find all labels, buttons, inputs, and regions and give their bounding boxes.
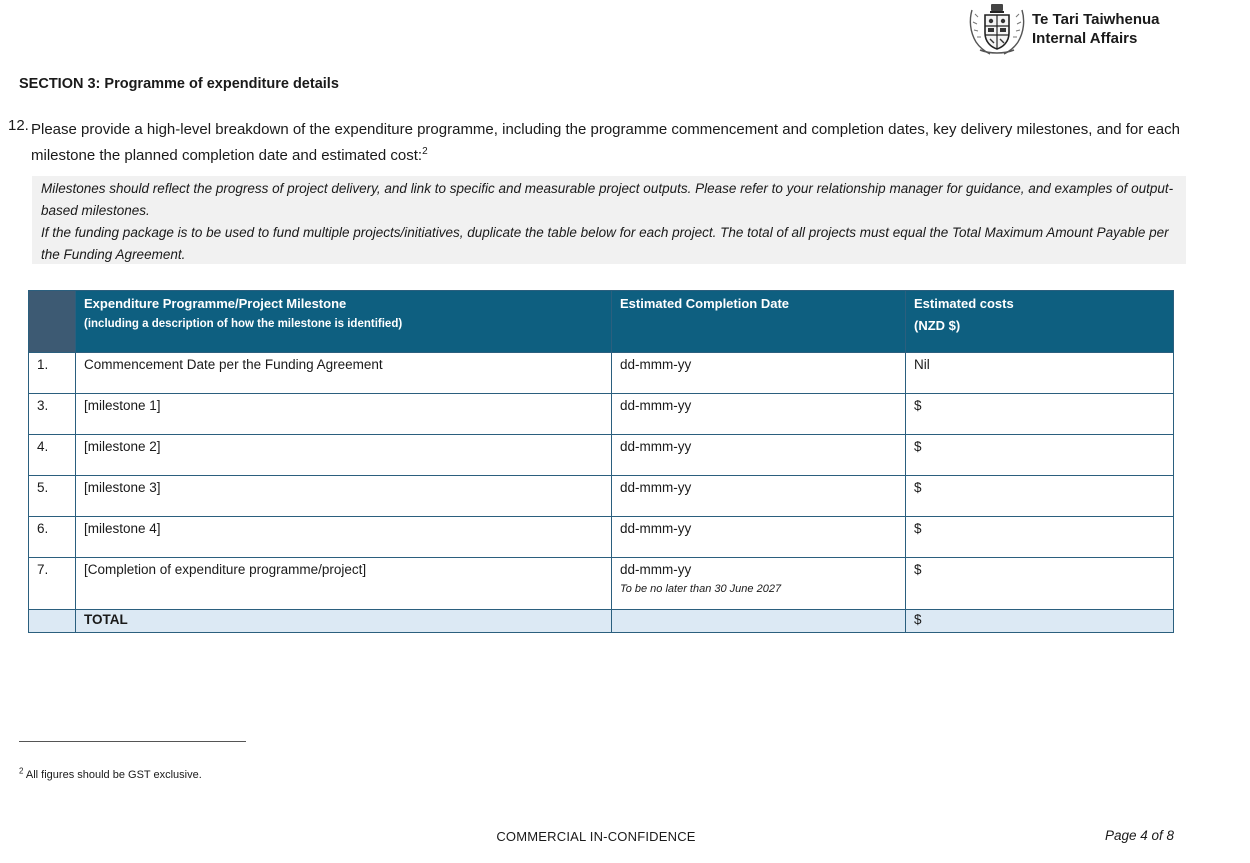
org-name-english: Internal Affairs — [1032, 30, 1138, 47]
footnote-divider — [19, 741, 246, 742]
table-row — [29, 435, 1174, 476]
row-number: 1. — [29, 353, 76, 394]
header-logo — [966, 2, 1176, 58]
page-number: Page 4 of 8 — [1104, 828, 1174, 843]
header-milestone-subtitle: (including a description of how the milestone is identified) — [84, 318, 403, 330]
question-number: 12. — [8, 117, 29, 134]
cost-cell[interactable]: $ — [906, 476, 1174, 517]
date-cell[interactable]: dd-mmm-yy — [612, 435, 906, 476]
header-number-cell — [29, 291, 76, 353]
cost-cell[interactable]: Nil — [906, 353, 1174, 394]
header-costs-title: Estimated costs — [914, 296, 1014, 311]
table-row — [29, 476, 1174, 517]
milestone-cell[interactable]: [milestone 3] — [76, 476, 612, 517]
footnote-marker: 2 — [19, 766, 24, 776]
total-row — [29, 610, 1174, 633]
header-completion-date: Estimated Completion Date — [612, 291, 906, 353]
total-cost-cell[interactable]: $ — [906, 610, 1174, 633]
row-number: 4. — [29, 435, 76, 476]
header-estimated-costs — [906, 291, 1174, 353]
question-text — [31, 117, 1211, 169]
row-number: 3. — [29, 394, 76, 435]
date-cell[interactable]: dd-mmm-yy — [612, 394, 906, 435]
milestone-cell[interactable]: Commencement Date per the Funding Agreement — [76, 353, 612, 394]
total-date-cell — [612, 610, 906, 633]
milestones-table — [28, 290, 1174, 633]
header-costs-currency: (NZD $) — [914, 318, 961, 333]
guidance-box — [32, 176, 1186, 264]
section-title: SECTION 3: Programme of expenditure details — [19, 76, 339, 92]
footnote-text: All figures should be GST exclusive. — [25, 769, 202, 781]
total-number-cell — [29, 610, 76, 633]
guidance-milestones: Milestones should reflect the progress of project delivery, and link to specific and measurable project outputs. Please refer to your relationship manager for guidance, and examples of output-based milestones. — [41, 181, 1174, 218]
date-deadline-note: To be no later than 30 June 2027 — [620, 583, 782, 595]
table-row — [29, 394, 1174, 435]
date-cell[interactable] — [612, 558, 906, 610]
org-name-maori: Te Tari Taiwhenua — [1032, 11, 1160, 28]
header-milestone-title: Expenditure Programme/Project Milestone — [84, 296, 347, 311]
table-row — [29, 517, 1174, 558]
nz-coat-of-arms-icon — [966, 2, 1028, 56]
milestone-cell[interactable]: [milestone 1] — [76, 394, 612, 435]
header-milestone — [76, 291, 612, 353]
row-number: 5. — [29, 476, 76, 517]
row-number: 7. — [29, 558, 76, 610]
guidance-multiple-projects: If the funding package is to be used to fund multiple projects/initiatives, duplicate the table below for each project. The total of all projects must equal the Total Maximum Amount Payable per the Funding Agreement. — [41, 225, 1169, 262]
date-cell[interactable]: dd-mmm-yy — [612, 353, 906, 394]
cost-cell[interactable]: $ — [906, 435, 1174, 476]
table-header-row — [29, 291, 1174, 353]
footnote — [19, 766, 202, 781]
milestone-cell[interactable]: [Completion of expenditure programme/project] — [76, 558, 612, 610]
footnote-reference[interactable]: 2 — [422, 146, 428, 157]
cost-cell[interactable]: $ — [906, 558, 1174, 610]
total-label: TOTAL — [76, 610, 612, 633]
date-cell[interactable]: dd-mmm-yy — [612, 517, 906, 558]
table-row — [29, 353, 1174, 394]
milestone-cell[interactable]: [milestone 2] — [76, 435, 612, 476]
footer-classification: COMMERCIAL IN-CONFIDENCE — [496, 829, 696, 844]
org-name — [1032, 10, 1160, 48]
row-number: 6. — [29, 517, 76, 558]
date-cell[interactable]: dd-mmm-yy — [612, 476, 906, 517]
milestone-cell[interactable]: [milestone 4] — [76, 517, 612, 558]
date-value: dd-mmm-yy — [620, 562, 692, 577]
table-row — [29, 558, 1174, 610]
cost-cell[interactable]: $ — [906, 394, 1174, 435]
cost-cell[interactable]: $ — [906, 517, 1174, 558]
question-body: Please provide a high-level breakdown of the expenditure programme, including the programme commencement and completion dates, key delivery milestones, and for each milestone the planned completion date and estimated cost: — [31, 121, 1180, 164]
